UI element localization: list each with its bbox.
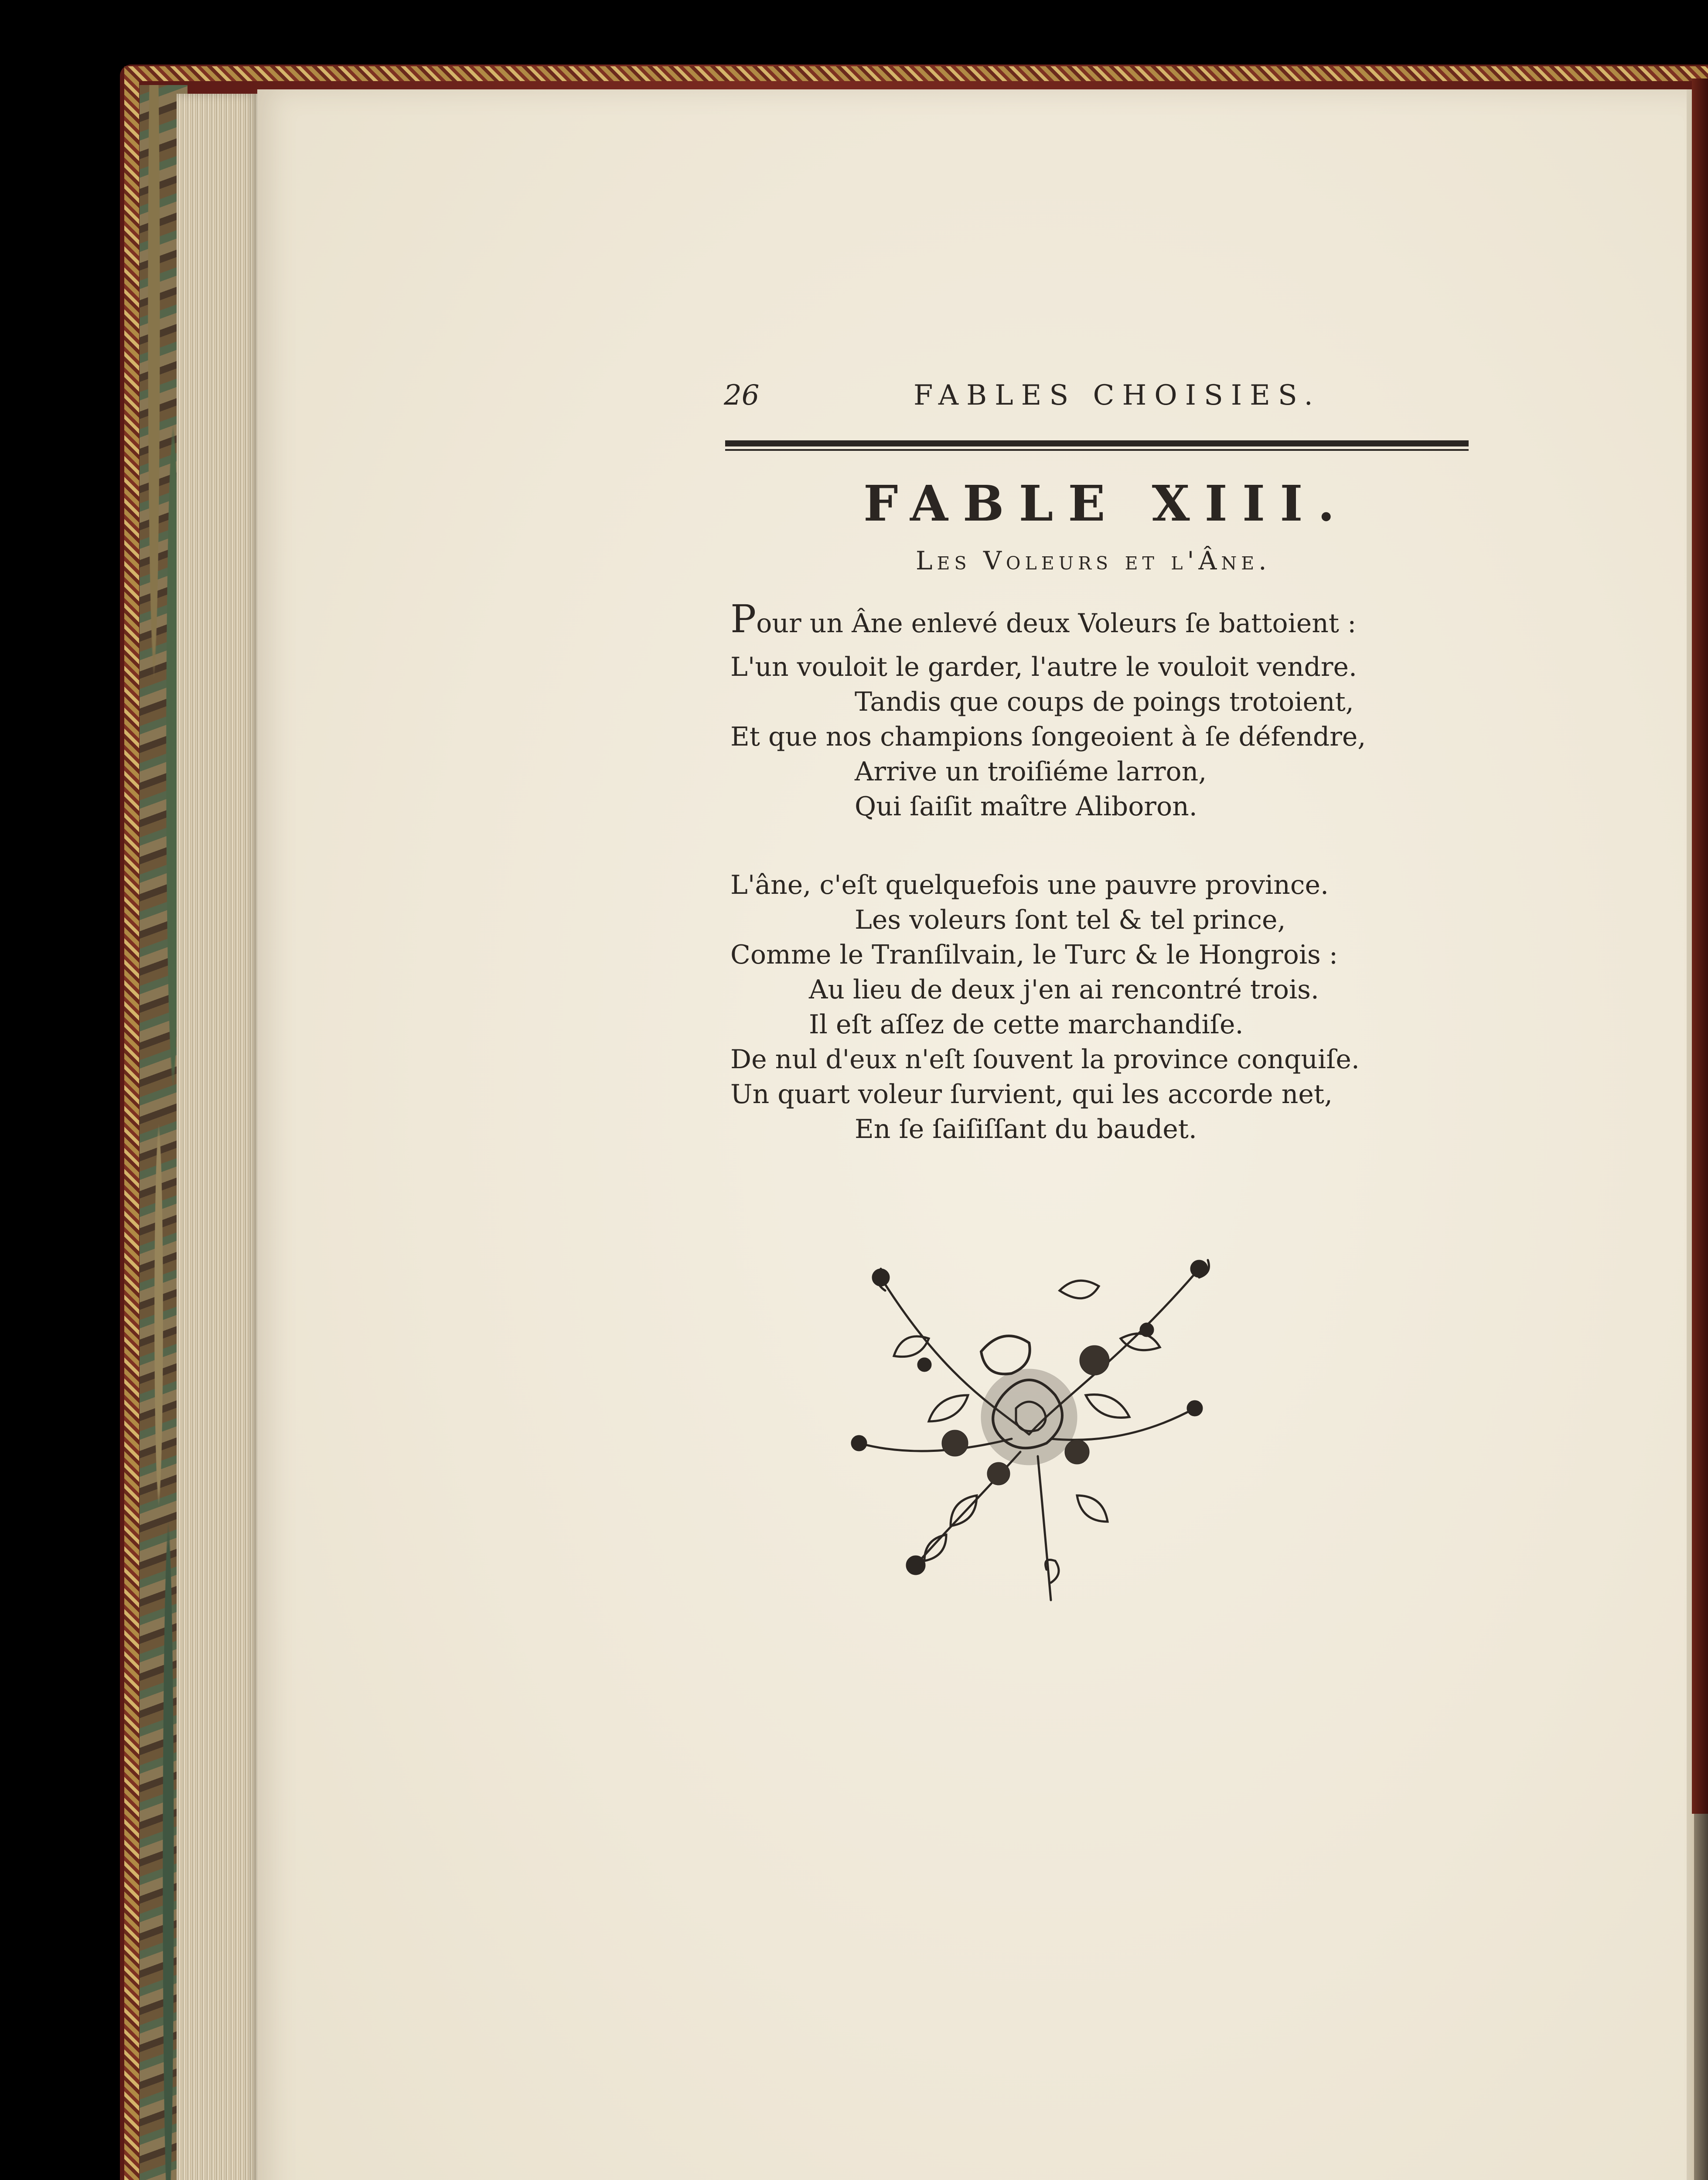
verse-line: Qui ſaiſit maître Aliboron. — [855, 791, 1197, 822]
header-rule-thin — [725, 449, 1469, 451]
floral-bouquet-icon — [815, 1251, 1243, 1609]
page-edges — [177, 94, 259, 2180]
verse-line: L'âne, c'eſt quelquefois une pauvre province. — [730, 870, 1329, 900]
header-rule-thick — [725, 440, 1469, 446]
verse-line: Les voleurs ſont tel & tel prince, — [855, 905, 1286, 935]
facing-page-edge — [1694, 1814, 1708, 2180]
verse-line: Il eſt aſſez de cette marchandiſe. — [809, 1009, 1244, 1040]
verse-line — [730, 596, 1384, 641]
verse-line: Un quart voleur ſurvient, qui les accorde net, — [730, 1079, 1333, 1110]
verse-line: Au lieu de deux j'en ai rencontré trois. — [809, 974, 1319, 1005]
verse-line: Tandis que coups de poings trotoient, — [855, 687, 1354, 717]
page-number: 26 — [724, 379, 760, 412]
running-head — [724, 379, 1321, 423]
verse-line: Arrive un troiſiéme larron, — [855, 756, 1207, 787]
fable-subtitle: Les Voleurs et l'Âne. — [916, 546, 1271, 576]
facing-cover-edge — [1692, 78, 1708, 1814]
verse-line: L'un vouloit le garder, l'autre le vouloit vendre. — [730, 652, 1357, 682]
verse-line: Et que nos champions ſongeoient à ſe défendre, — [730, 722, 1366, 752]
drop-cap: P — [730, 596, 757, 641]
fable-title: FABLE XIII. — [863, 475, 1350, 532]
verse-line: Comme le Tranſilvain, le Turc & le Hongrois : — [730, 940, 1338, 970]
running-title: FABLES CHOISIES. — [914, 379, 1321, 412]
verse-line-text: our un Âne enlevé deux Voleurs ſe battoient : — [756, 608, 1357, 639]
verse-line: En ſe ſaiſiſſant du baudet. — [855, 1114, 1197, 1144]
verse-line: De nul d'eux n'eſt ſouvent la province conquiſe. — [730, 1044, 1360, 1075]
